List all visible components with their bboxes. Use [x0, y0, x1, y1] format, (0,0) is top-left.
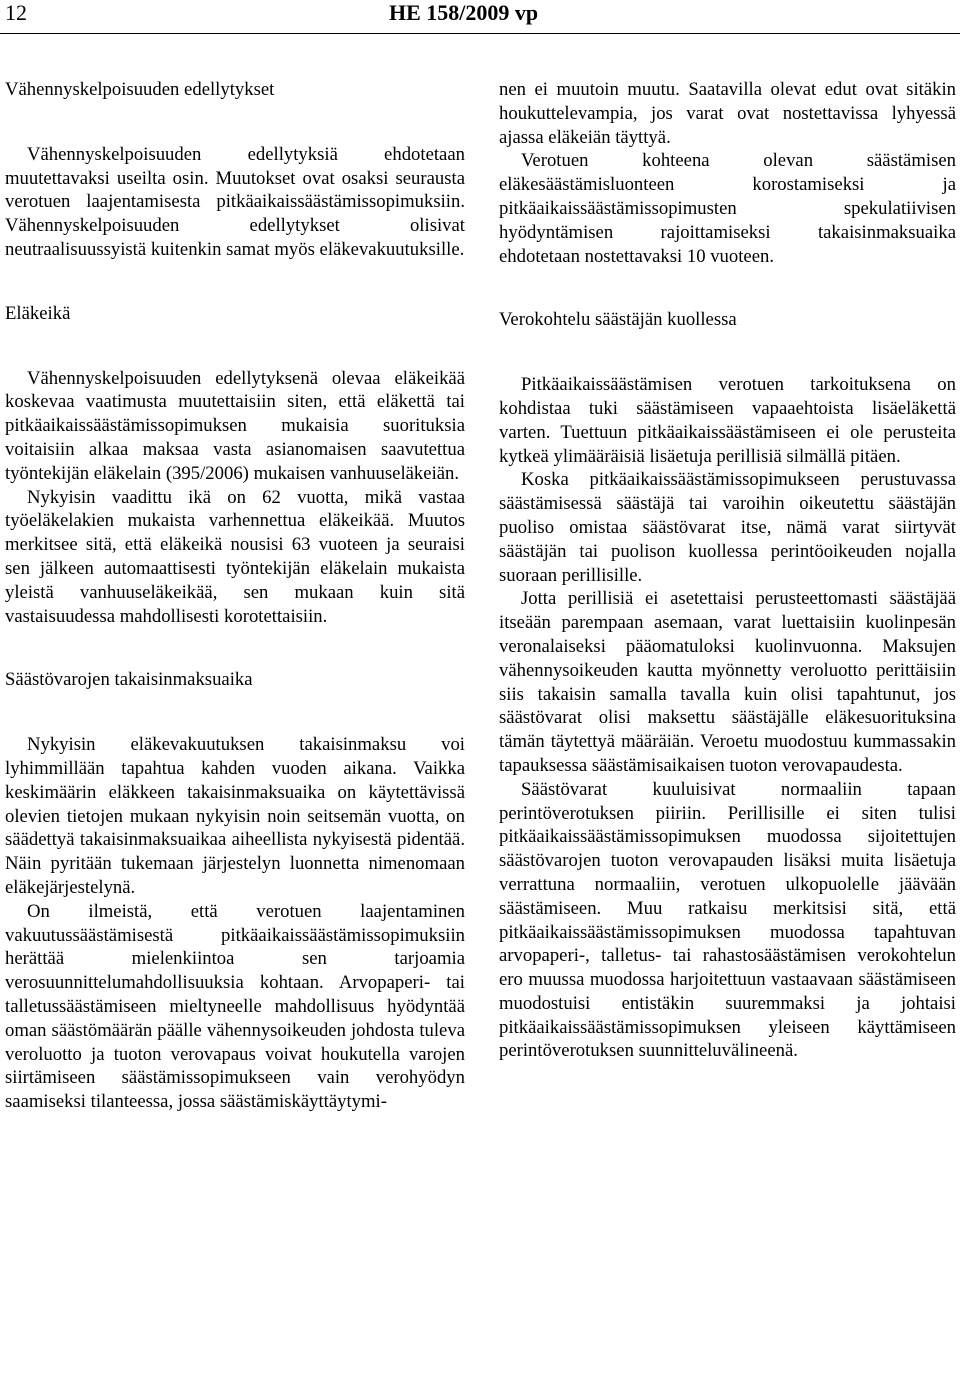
paragraph: Vähennyskelpoisuuden edellytyksiä ehdotetaan muutettavaksi useilta osin. Muutokset ovat osaksi seurausta verotuen laajentamisesta pitkäaikaissäästämissopimuksiin. Vähennyskelpoisuuden edellytykset olisivat neutraalisuussyistä kuitenkin samat myös eläkevakuutuksille.: [5, 143, 465, 260]
page-number: 12: [5, 0, 27, 25]
paragraph: Nykyisin eläkevakuutuksen takaisinmaksu voi lyhimmillään tapahtua kahden vuoden aikana. Vaikka keskimäärin eläkkeen takaisinmaksuaika on käytettävissä olevien tietojen mukaan nykyisin noin seitsemän vuotta, on säädettyä takaisinmaksuaikaa aiheellista nykyisestä pidentää. Näin pyritään tukemaan järjestelyn luonnetta nimenomaan eläkejärjestelynä.: [5, 734, 465, 898]
paragraph: Vähennyskelpoisuuden edellytyksenä olevaa eläkeikää koskevaa vaatimusta muutettaisiin siten, että eläkettä tai pitkäaikaissäästämissopimuksen mukaisia suorituksia voitaisiin alkaa maksaa vasta asianomaisen saavutettua työntekijän eläkelain (395/2006) mukaisen vanhuuseläkeiän.: [5, 367, 465, 484]
paragraph: nen ei muutoin muutu. Saatavilla olevat edut ovat sitäkin houkuttelevampia, jos varat ovat nostettavissa lyhyessä ajassa eläkeiän täyttyä.: [499, 79, 956, 148]
section-heading: Säästövarojen takaisinmaksuaika: [5, 669, 253, 691]
section-heading: Verokohtelu säästäjän kuollessa: [499, 309, 737, 331]
header-rule: [0, 33, 960, 34]
paragraph: Nykyisin vaadittu ikä on 62 vuotta, mikä vastaa työeläkelakien mukaista varhennettua eläkeikää. Muutos merkitsee sitä, että eläkeikä nousisi 63 vuoteen ja seuraisi sen jälkeen automaattisesti työntekijän eläkelain mukaista yleistä vanhuuseläkeikää, sen mukaan kuin sitä vastaisuudessa mahdollisesti korotettaisiin.: [5, 486, 465, 627]
document-id: HE 158/2009 vp: [389, 0, 539, 25]
section-heading: Vähennyskelpoisuuden edellytykset: [5, 79, 275, 100]
left-column: [5, 78, 465, 1114]
paragraph: Jotta perillisiä ei asetettaisi perusteettomasti säästäjää itseään parempaan asemaan, varat luettaisiin kuolinpesän veronalaiseksi pääomatuloksi kuolinvuonna. Maksujen vähennysoikeuden kautta myönnetty veroluotto perittäisiin siis takaisin samalla tavalla kuin olisi tapahtunut, jos säästövarat olisi maksettu säästäjälle eläkesuorituksina tämän täytettyä määräiän. Veroetu muodostuu kummassakin tapauksessa säästämisaikaisen tuoton verovapaudesta.: [499, 588, 956, 776]
paragraph: Koska pitkäaikaissäästämissopimukseen perustuvassa säästämisessä säästäjä tai varoihin oikeutettu säästäjän puoliso omistaa säästövarat itse, nämä varat siirtyvät säästäjän tai puolison kuollessa perintöoikeuden nojalla suoraan perillisille.: [499, 469, 956, 586]
right-column: [499, 78, 956, 1063]
section-heading: Eläkeikä: [5, 302, 71, 324]
paragraph: Pitkäaikaissäästämisen verotuen tarkoituksena on kohdistaa tuki säästämiseen vapaaehtoista lisäeläkettä varten. Tuettuun pitkäaikaissäästämiseen ei ole perusteita kytkeä ylimääräisiä lisäetuja perillisiä silmällä pitäen.: [499, 374, 956, 467]
paragraph: Säästövarat kuuluisivat normaaliin tapaan perintöverotuksen piiriin. Perillisille ei siten tulisi pitkäaikaissäästämissopimuksen muodossa sijoitettujen säästövarojen tuoton verovapauden lisäksi muita lisäetuja verrattuna normaaliin, verotuen ulkopuolelle jäävään säästämiseen. Muu ratkaisu merkitsisi sitä, että pitkäaikaissäästämissopimuksen muodossa tapahtuvan arvopaperi-, talletus- tai rahastosäästämisen verokohtelun ero muussa muodossa harjoitettuun vastaavaan säästämiseen muodostuisi entistäkin suuremmaksi ja johtaisi pitkäaikaissäästämissopimuksen yleiseen käyttämiseen perintöverotuksen suunnitteluvälineenä.: [499, 778, 956, 1062]
paragraph: Verotuen kohteena olevan säästämisen eläkesäästämisluonteen korostamiseksi ja pitkäaikaissäästämissopimusten spekulatiivisen hyödyntämisen rajoittamiseksi takaisinmaksuaika ehdotetaan nostettavaksi 10 vuoteen.: [499, 150, 956, 267]
paragraph: On ilmeistä, että verotuen laajentaminen vakuutussäästämisestä pitkäaikaissäästämissopimuksiin herättää mielenkiintoa sen tarjoamia verosuunnittelumahdollisuuksia kohtaan. Arvopaperi- tai talletussäästämiseen mieltyneelle mahdollisuus hyödyntää oman säästömäärän päälle vähennysoikeuden johdosta tuleva veroluotto ja tuoton verovapaus voivat houkutella varojen siirtämiseen säästämissopimukseen vain verohyödyn saamiseksi tilanteessa, jossa säästämiskäyttäytymi-: [5, 900, 465, 1113]
